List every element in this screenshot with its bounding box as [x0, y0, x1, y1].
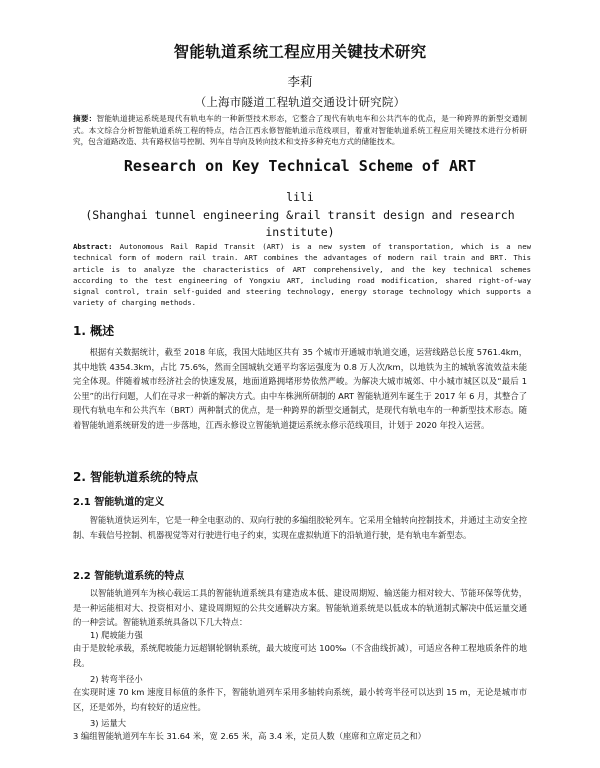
section-1-body — [73, 345, 527, 433]
list-item-title: 2) 转弯半径小 — [90, 674, 143, 684]
chinese-abstract-text: 智能轨道捷运系统是现代有轨电车的一种新型技术形态，它整合了现代有轨电车和公共汽车的优点，是一种跨界的新型交通制式。本文综合分析智能轨道系统工程的特点，结合江西永修智能轨道示范线项目，着重对智能轨道系统工程应用关键技术进行分析研究，包含道路改造、共有路权信号控制、列车自导向及转向技术和支持多种充电方式的储能技术。 — [73, 114, 527, 146]
english-abstract — [73, 241, 531, 309]
english-abstract-text: Autonomous Rail Rapid Transit (ART) is a new system of transportation, which is a new technical form of modern rail train. ART combines the advantages of modern rail train and BRT. This article is to analyze the characteristics of ART comprehensively, and the key technical schemes according to the test engineering of Yongxiu ART, including road modification, shared right-of-way signal control, train self-guided and steering technology, energy storage technology which supports a variety of charging methods. — [73, 242, 531, 308]
list-item-text: 在实现时速 70 km 速度目标值的条件下，智能轨道列车采用多轴转向系统，最小转弯半径可以达到 15 m，无论是城市市区，还是郊外，均有较好的适应性。 — [73, 687, 527, 712]
section-2-1-body — [73, 513, 527, 542]
chinese-author: 李莉 — [287, 74, 313, 89]
list-item-body — [73, 729, 527, 744]
section-1-paragraph: 根据有关数据统计，截至 2018 年底，我国大陆地区共有 35 个城市开通城市轨道交通，运营线路总长度 5761.4km，其中地铁 4354.3km，占比 75.6%，然而全国城轨交通平均客运强度为 0.8 万人次/km，以地铁为主的城轨客流效益未能完全体现。伴随着城市经济社会的快速发展，地面道路拥堵形势依然严峻。为解决大城市城郊、中小城市城区以及“最后 1 公里”的出行问题，人们在寻求一种新的解决方式。由中车株洲所研制的 ART 智能轨道列车诞生于 2017 年 6 月，其整合了现代有轨电车和公共汽车（BRT）两种制式的优点，是一种跨界的新型交通制式，是现代有轨电车的一种新型技术形态。随着智能轨道系统研发的进一步落地，江西永修设立智能轨道捷运系统永修示范线项目，计划于 2020 年投入运营。 — [73, 347, 527, 430]
chinese-title: 智能轨道系统工程应用关键技术研究 — [173, 43, 427, 61]
section-1-heading: 1. 概述 — [73, 324, 115, 338]
chinese-affiliation: （上海市隧道工程轨道交通设计研究院） — [194, 95, 406, 109]
section-2-1-paragraph: 智能轨道快运列车，它是一种全电驱动的、双向行驶的多编组胶轮列车。它采用全轴转向控制技术，并通过主动安全控制、车载信号控制、机器视觉等对行驶进行电子约束，实现在虚拟轨道下的沿轨道行驶，是有轨电车新型态。 — [73, 515, 527, 540]
list-item-body — [73, 641, 527, 670]
chinese-abstract-label: 摘要： — [73, 114, 97, 123]
section-2-2-heading: 2.2 智能轨道系统的特点 — [73, 571, 185, 582]
chinese-abstract — [73, 113, 527, 148]
list-item-text: 由于是胶轮承载，系统爬坡能力远超钢轮钢轨系统，最大坡度可达 100‰（不含曲线折减），可适应各种工程地质条件的地段。 — [73, 643, 527, 668]
english-abstract-label: Abstract: — [73, 242, 113, 251]
english-title: Research on Key Technical Scheme of ART — [123, 157, 477, 175]
list-item-title: 1) 爬坡能力强 — [90, 630, 143, 640]
english-author: lili — [286, 190, 314, 204]
section-2-1-heading: 2.1 智能轨道的定义 — [73, 497, 165, 508]
section-2-2-body — [73, 586, 527, 630]
list-item-text: 3 编组智能轨道列车车长 31.64 米，宽 2.65 米，高 3.4 米，定员人数（座席和立席定员之和） — [73, 731, 426, 741]
list-item-body — [73, 685, 527, 714]
section-2-2-paragraph: 以智能轨道列车为核心载运工具的智能轨道系统具有建造成本低、建设周期短、输送能力相对较大、节能环保等优势，是一种运能相对大、投资相对小、建设周期短的公共交通解决方案。智能轨道系统是以低成本的轨道制式解决中低运量交通的一种尝试。智能轨道系统具备以下几大特点： — [73, 588, 527, 628]
section-2-heading: 2. 智能轨道系统的特点 — [73, 470, 199, 484]
list-item-title: 3) 运量大 — [90, 718, 127, 728]
english-affiliation: (Shanghai tunnel engineering &rail transit design and research institute) — [85, 208, 515, 239]
